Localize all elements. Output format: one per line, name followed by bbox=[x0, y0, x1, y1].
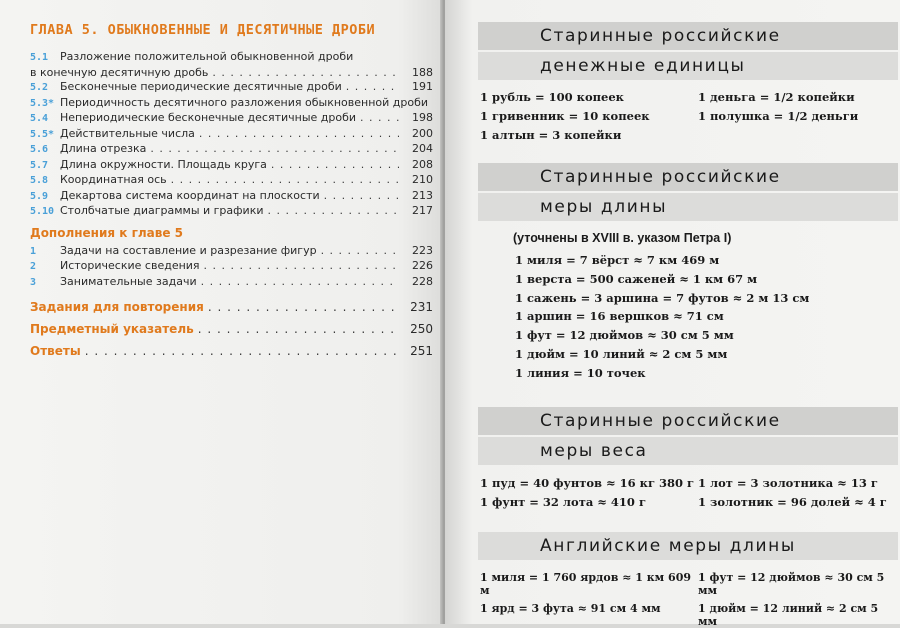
left-page bbox=[0, 0, 443, 624]
measure-item: 1 сажень = 3 аршина = 7 футов ≈ 2 м 13 см bbox=[515, 290, 810, 305]
leader-dots bbox=[201, 275, 399, 290]
toc-item[interactable] bbox=[30, 80, 433, 96]
english-section bbox=[445, 532, 900, 628]
toc-page: 250 bbox=[410, 322, 433, 336]
toc-number: 5.2 bbox=[30, 82, 49, 93]
toc-number: 5.3* bbox=[30, 97, 55, 109]
toc-list bbox=[30, 50, 433, 220]
weight-grid bbox=[445, 476, 900, 509]
toc-text: Столбчатые диаграммы и графики bbox=[60, 204, 264, 217]
measure-item: 1 фунт = 32 лота ≈ 410 г bbox=[480, 495, 646, 509]
money-grid bbox=[445, 90, 900, 142]
toc-item-continuation[interactable] bbox=[30, 66, 433, 81]
toc-item[interactable] bbox=[30, 340, 433, 362]
toc-item[interactable] bbox=[30, 189, 433, 205]
toc-item[interactable] bbox=[30, 142, 433, 158]
toc-text: Декартова система координат на плоскости bbox=[60, 188, 320, 202]
toc-page: 226 bbox=[412, 259, 433, 272]
leader-dots bbox=[199, 127, 399, 142]
extra-list bbox=[30, 296, 433, 362]
leader-dots bbox=[324, 189, 399, 204]
toc-number: 5.4 bbox=[30, 113, 49, 124]
toc-page: 200 bbox=[412, 126, 433, 140]
toc-text: Задачи на составление и разрезание фигур bbox=[60, 243, 317, 257]
toc-number: 5.6 bbox=[30, 144, 49, 155]
leader-dots bbox=[271, 158, 399, 173]
toc-number: 2 bbox=[30, 261, 37, 272]
toc-page: 223 bbox=[412, 243, 433, 257]
measure-item: 1 миля = 7 вёрст ≈ 7 км 469 м bbox=[515, 253, 720, 267]
toc-number: 5.1 bbox=[30, 52, 49, 63]
length-note: (уточнены в XVIII в. указом Петра I) bbox=[513, 231, 732, 245]
toc-item[interactable] bbox=[30, 127, 433, 143]
leader-dots bbox=[360, 111, 399, 126]
toc-page: 251 bbox=[410, 344, 433, 358]
measure-item: 1 ярд = 3 фута ≈ 91 см 4 мм bbox=[480, 602, 661, 615]
leader-dots bbox=[198, 318, 399, 340]
leader-dots bbox=[150, 142, 399, 157]
toc-page: 198 bbox=[412, 111, 433, 124]
toc-number: 5.5* bbox=[30, 128, 55, 140]
toc-number: 3 bbox=[30, 276, 37, 288]
measure-item: 1 лот = 3 золотника ≈ 13 г bbox=[698, 476, 878, 490]
measure-item: 1 гривенник = 10 копеек bbox=[480, 109, 650, 123]
toc-text: Разложение положительной обыкновенной дроби bbox=[60, 50, 354, 63]
toc-item[interactable] bbox=[30, 111, 433, 127]
toc-number: 5.10 bbox=[30, 206, 55, 217]
toc-item[interactable] bbox=[30, 50, 433, 66]
section-heading: Старинные российские bbox=[478, 407, 898, 435]
length-list bbox=[445, 251, 900, 383]
toc-text: в конечную десятичную дробь bbox=[30, 65, 209, 79]
toc-page: 213 bbox=[412, 188, 433, 202]
toc-page: 204 bbox=[412, 142, 433, 155]
toc-item[interactable] bbox=[30, 204, 433, 220]
right-page bbox=[445, 0, 900, 628]
leader-dots bbox=[321, 244, 399, 259]
toc-page: 188 bbox=[412, 65, 433, 79]
toc-text: Непериодические бесконечные десятичные дроби bbox=[60, 111, 357, 124]
leader-dots bbox=[268, 204, 400, 219]
toc-page: 191 bbox=[412, 80, 433, 93]
toc-item[interactable] bbox=[30, 96, 433, 112]
toc-text: Ответы bbox=[30, 344, 81, 358]
toc-text: Предметный указатель bbox=[30, 322, 194, 336]
toc-item[interactable] bbox=[30, 275, 433, 291]
measure-item: 1 фут = 12 дюймов ≈ 30 см 5 мм bbox=[515, 328, 734, 343]
supplement-list bbox=[30, 244, 433, 291]
toc-page: 217 bbox=[412, 204, 433, 217]
toc-text: Исторические сведения bbox=[60, 259, 200, 272]
toc-page: 228 bbox=[412, 274, 433, 288]
toc-text: Бесконечные периодические десятичные дроби bbox=[60, 80, 342, 93]
toc-item[interactable] bbox=[30, 296, 433, 318]
english-grid bbox=[445, 571, 900, 628]
measure-item: 1 дюйм = 12 линий ≈ 2 см 5 мм bbox=[698, 602, 879, 628]
leader-dots bbox=[204, 259, 399, 274]
weight-section bbox=[445, 407, 900, 509]
toc-page: 210 bbox=[412, 173, 433, 186]
toc-item[interactable] bbox=[30, 259, 433, 275]
measure-item: 1 миля = 1 760 ярдов ≈ 1 км 609 м bbox=[480, 571, 692, 597]
measure-item: 1 линия = 10 точек bbox=[515, 365, 646, 380]
toc-number: 1 bbox=[30, 245, 37, 257]
measure-item: 1 фут = 12 дюймов ≈ 30 см 5 мм bbox=[698, 571, 885, 597]
length-section bbox=[445, 163, 900, 383]
leader-dots bbox=[171, 173, 399, 188]
toc-item[interactable] bbox=[30, 158, 433, 174]
toc-number: 5.9 bbox=[30, 190, 49, 202]
toc-item[interactable] bbox=[30, 318, 433, 340]
toc-number: 5.7 bbox=[30, 159, 49, 171]
toc-item[interactable] bbox=[30, 173, 433, 189]
section-heading: меры веса bbox=[478, 437, 898, 465]
leader-dots bbox=[212, 66, 399, 81]
toc-text: Периодичность десятичного разложения обыкновенной дроби bbox=[60, 95, 429, 109]
section-heading: Старинные российские bbox=[478, 163, 898, 191]
toc-text: Действительные числа bbox=[60, 126, 195, 140]
toc-page: 231 bbox=[410, 300, 433, 314]
leader-dots bbox=[85, 340, 399, 362]
toc-text: Задания для повторения bbox=[30, 300, 204, 314]
section-heading: денежные единицы bbox=[478, 52, 898, 80]
section-heading: Английские меры длины bbox=[478, 532, 898, 560]
measure-item: 1 дюйм = 10 линий ≈ 2 см 5 мм bbox=[515, 346, 728, 361]
supplement-title: Дополнения к главе 5 bbox=[30, 225, 184, 240]
measure-item: 1 верста = 500 саженей ≈ 1 км 67 м bbox=[515, 271, 758, 286]
toc-text: Координатная ось bbox=[60, 173, 167, 186]
measure-item: 1 алтын = 3 копейки bbox=[480, 128, 622, 142]
money-section bbox=[445, 22, 900, 142]
measure-item: 1 пуд = 40 фунтов ≈ 16 кг 380 г bbox=[480, 476, 695, 490]
toc-text: Длина отрезка bbox=[60, 142, 147, 155]
measure-item: 1 рубль = 100 копеек bbox=[480, 90, 624, 104]
toc-text: Длина окружности. Площадь круга bbox=[60, 157, 267, 171]
measure-item: 1 деньга = 1/2 копейки bbox=[698, 90, 855, 104]
toc-item[interactable] bbox=[30, 244, 433, 260]
leader-dots bbox=[346, 80, 399, 95]
measure-item: 1 полушка = 1/2 деньги bbox=[698, 109, 859, 123]
measure-item: 1 золотник = 96 долей ≈ 4 г bbox=[698, 495, 887, 509]
section-heading: Старинные российские bbox=[478, 22, 898, 50]
chapter-title: ГЛАВА 5. ОБЫКНОВЕННЫЕ И ДЕСЯТИЧНЫЕ ДРОБИ bbox=[30, 22, 376, 38]
section-heading: меры длины bbox=[478, 193, 898, 221]
toc-text: Занимательные задачи bbox=[60, 274, 197, 288]
measure-item: 1 аршин = 16 вершков ≈ 71 см bbox=[515, 309, 724, 324]
toc-page: 208 bbox=[412, 157, 433, 171]
leader-dots bbox=[208, 296, 399, 318]
toc-number: 5.8 bbox=[30, 175, 49, 186]
